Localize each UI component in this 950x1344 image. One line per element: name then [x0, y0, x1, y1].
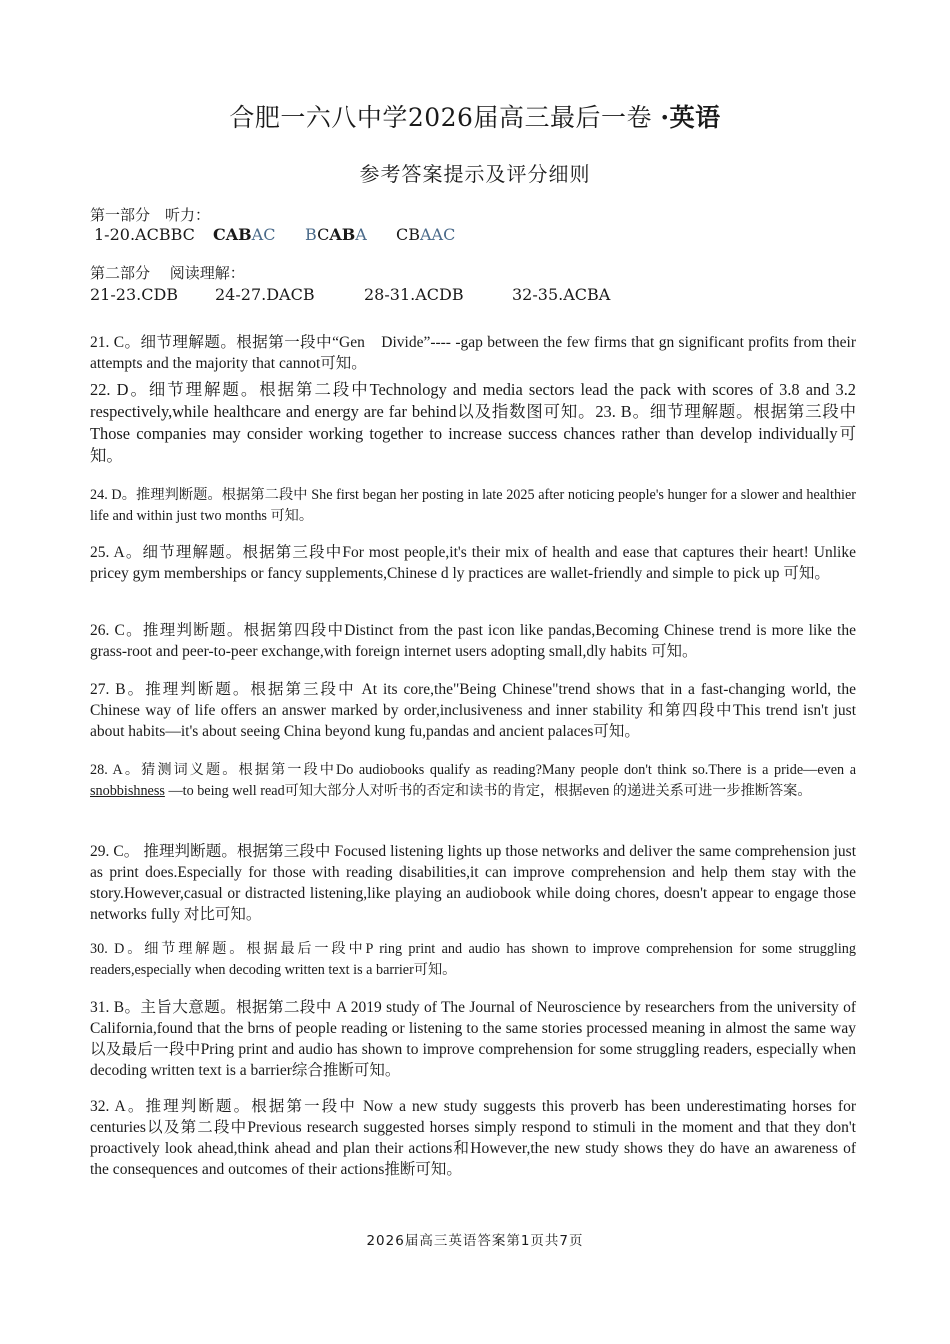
listening-answers-16-20: CBAAC	[396, 225, 456, 244]
explanation-q31: 31. B。主旨大意题。根据第二段中 A 2019 study of The Journal of Neuroscience by researchers from the university of California,found that the brns of people reading or listening to the same stories processed meaning in almost the same way 以及最后一段中Pring print and audio has shown to improve comprehension for some struggling readers, especially when decoding written text is a barrier综合推断可知。	[90, 999, 856, 1079]
listening-answers-6-10: CABAC	[213, 225, 276, 244]
explanation-q24: 24. D。推理判断题。根据第二段中 She first began her posting in late 2025 after noticing people's hunger for a slower and healthier life and within just two months 可知。	[90, 487, 856, 524]
reading-answers-24-27: 24-27.DACB	[215, 285, 315, 304]
reading-section-label: 第二部分 阅读理解：	[90, 264, 245, 282]
explanation-q30: 30. D。细节理解题。根据最后一段中P ring print and audio has shown to improve comprehension for some struggling readers,especially when decoding written text is a barrier可知。	[90, 941, 856, 978]
listening-section-label: 第一部分 听力：	[90, 206, 211, 224]
reading-answers-21-23: 21-23.CDB	[90, 285, 179, 304]
explanation-q28: 28. A。猜测词义题。根据第一段中Do audiobooks qualify as reading?Many people don't think so.There is a pride—even a snobbishness —to being well read可知大部分人对听书的否定和读书的肯定，根据even 的递进关系可进一步推断答案。	[90, 762, 856, 799]
listening-answers-11-15: BCABA	[305, 225, 367, 244]
listening-answers-1-5: 1-20.ACBBC	[94, 225, 195, 244]
page-footer: 2026届高三英语答案第1页共7页	[366, 1233, 584, 1249]
underlined-word: snobbishness	[90, 783, 165, 799]
explanation-q25: 25. A。细节理解题。根据第三段中For most people,it's their mix of health and ease that captures their heart! Unlike pricey gym memberships or fancy supplements,Chinese d ly practices are wallet-friendly and simple to pick up 可知。	[90, 544, 856, 582]
explanation-q26: 26. C。推理判断题。根据第四段中Distinct from the past icon like pandas,Becoming Chinese trend is more like the grass-root and peer-to-peer exchange,with foreign internet users adopting small,dly habits 可知。	[90, 622, 856, 660]
explanation-q21: 21. C。细节理解题。根据第一段中“Gen Divide”---- -gap between the few firms that gn significant profits from their attempts and the majority that cannot可知。	[90, 334, 856, 372]
page-title	[0, 98, 950, 134]
explanation-q29: 29. C。 推理判断题。根据第三段中 Focused listening lights up those networks and deliver the same comprehension just as print does.Especially for those with reading disabilities,it can improve comprehension and help them stay with the story.However,casual or distracted listening,like playing an audiobook while doing chores, doesn't appear to engage those networks fully 对比可知。	[90, 843, 856, 923]
reading-answers-28-31: 28-31.ACDB	[364, 285, 464, 304]
explanation-q22-23: 22. D。细节理解题。根据第二段中Technology and media sectors lead the pack with scores of 3.8 and 3.2 respectively,while healthcare and energy are far behind以及指数图可知。23. B。细节理解题。根据第三段中Those companies may consider working together to increase success chances rather than develop individually可知。	[90, 380, 856, 465]
title-main: 合肥一六八中学2026届高三最后一卷	[229, 103, 652, 132]
explanation-q27: 27. B。推理判断题。根据第三段中 At its core,the"Being Chinese"trend shows that in a fast-changing world, the Chinese way of life offers an answer marked by order,inclusiveness and inner stability 和第四段中This trend isn't just about habits—it's about seeing China beyond kung fu,pandas and ancient palaces可知。	[90, 681, 856, 740]
reading-answers-32-35: 32-35.ACBA	[512, 285, 611, 304]
explanation-q32: 32. A。推理判断题。根据第一段中 Now a new study suggests this proverb has been underestimating horses for centuries以及第二段中Previous research suggested horses simply respond to stimuli in the moment and that they don't proactively look ahead,think ahead and plan their actions和However,the new study shows they do have an awareness of the consequences and outcomes of their actions推断可知。	[90, 1098, 856, 1178]
title-subject: ·英语	[660, 103, 721, 132]
page-subtitle: 参考答案提示及评分细则	[359, 162, 591, 186]
